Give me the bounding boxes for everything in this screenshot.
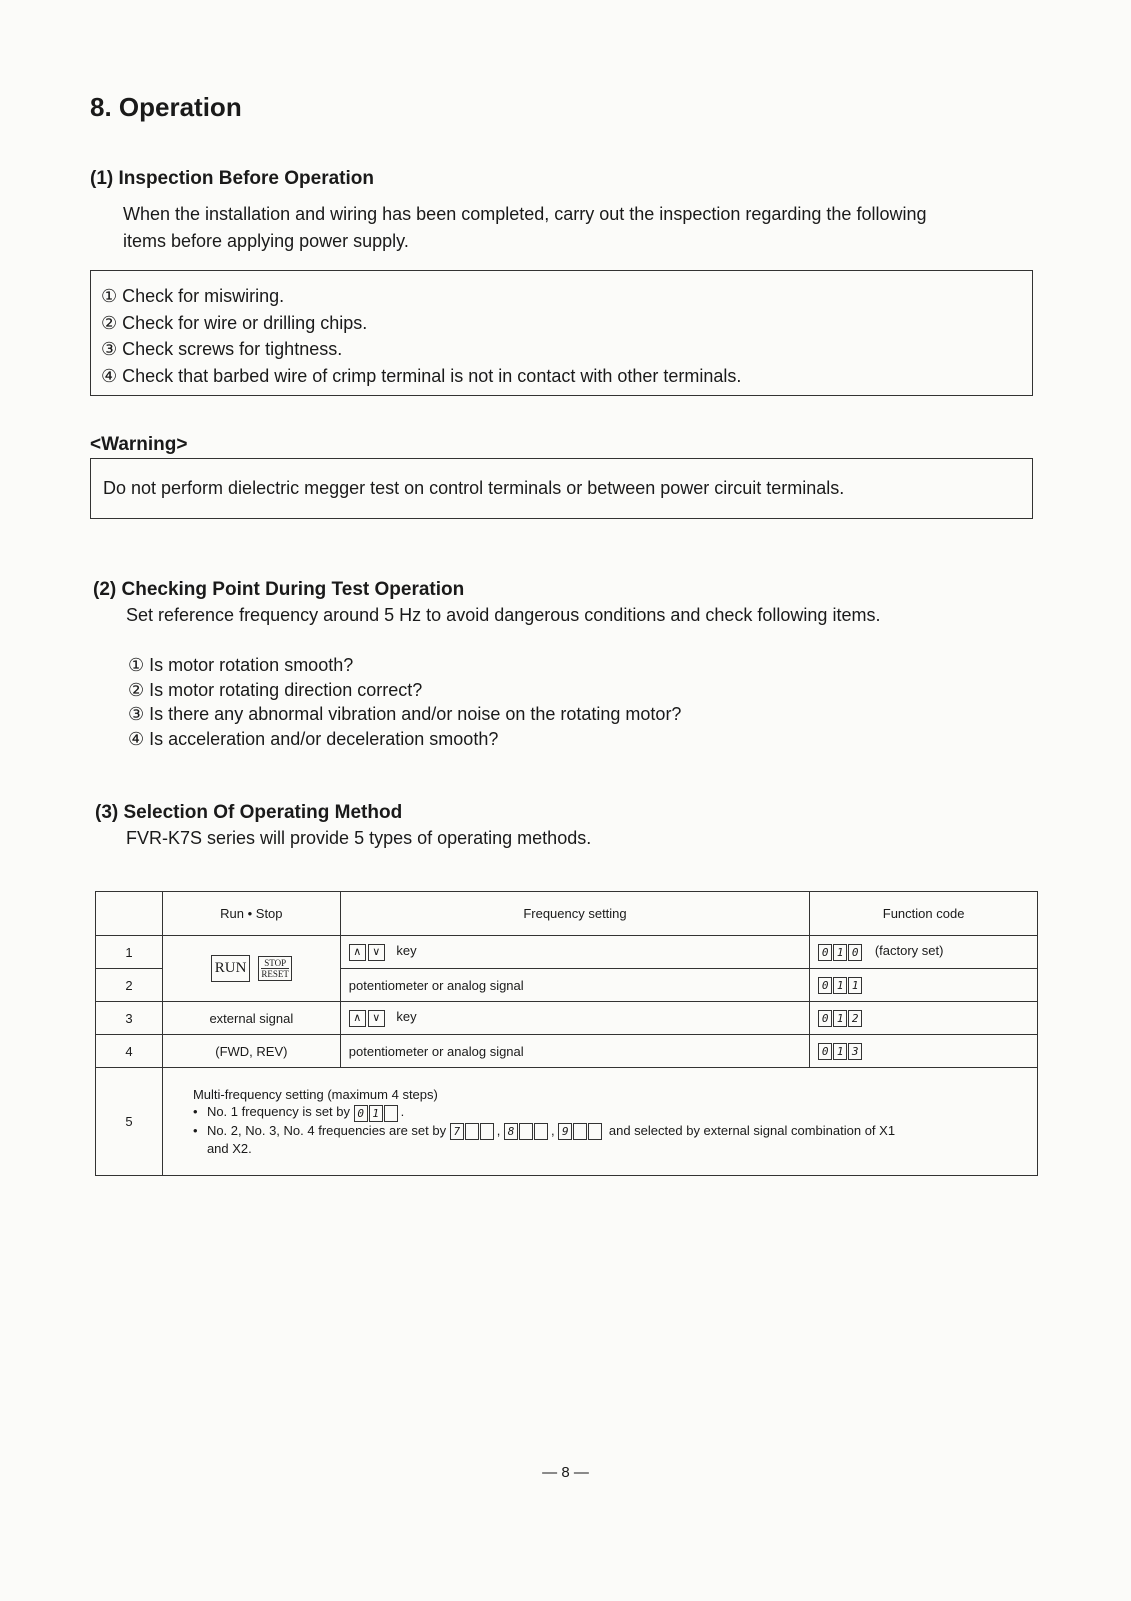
row-number: 5 xyxy=(96,1068,163,1176)
header-num xyxy=(96,892,163,936)
function-code-display: 0 1 xyxy=(354,1105,399,1122)
section-3-heading: (3) Selection Of Operating Method xyxy=(95,802,403,823)
section-2 xyxy=(93,579,464,601)
checklist-item: ③ Is there any abnormal vibration and/or noise on the rotating motor? xyxy=(128,704,682,724)
section-3-intro: FVR-K7S series will provide 5 types of operating methods. xyxy=(126,828,592,848)
section-1-intro-line1: When the installation and wiring has been completed, carry out the inspection regarding the following xyxy=(123,204,927,224)
checklist-item: ④ Is acceleration and/or deceleration smooth? xyxy=(128,728,499,749)
header-run-stop: Run • Stop xyxy=(162,892,340,936)
function-code-display: 7 xyxy=(450,1123,495,1140)
inspection-checklist-box xyxy=(90,270,1033,396)
function-code-display: 0 1 3 xyxy=(818,1043,863,1060)
external-signal-sublabel: (FWD, REV) xyxy=(162,1035,340,1068)
table-row xyxy=(96,1035,1038,1068)
row-number: 1 xyxy=(96,936,163,969)
section-2-heading: (2) Checking Point During Test Operation xyxy=(93,579,465,600)
frequency-cell: potentiometer or analog signal xyxy=(340,969,809,1002)
table-row xyxy=(96,1068,1038,1176)
bullet-item: • No. 2, No. 3, No. 4 frequencies are set by 7 , 8 , 9 and selected by external signal combination of X1 and X2. xyxy=(207,1122,1007,1157)
checklist-item: ③ Check screws for tightness. xyxy=(101,339,343,359)
header-function-code: Function code xyxy=(810,892,1038,936)
row-number: 3 xyxy=(96,1002,163,1035)
section-1-intro-line2: items before applying power supply. xyxy=(123,231,409,251)
up-arrow-key-icon: ∧ xyxy=(349,1010,366,1027)
function-code-display: 0 1 0 xyxy=(818,944,863,961)
multi-frequency-title: Multi-frequency setting (maximum 4 steps) xyxy=(192,1087,438,1103)
keypad-run-stop-cell xyxy=(162,936,340,1002)
row-number: 2 xyxy=(96,969,163,1002)
frequency-cell: potentiometer or analog signal xyxy=(340,1035,809,1068)
checklist-item: ① Check for miswiring. xyxy=(101,286,285,306)
checklist-item: ② Is motor rotating direction correct? xyxy=(128,679,423,700)
function-code-cell xyxy=(810,969,1038,1002)
checklist-item: ① Is motor rotation smooth? xyxy=(128,655,354,675)
section-2-intro: Set reference frequency around 5 Hz to avoid dangerous conditions and check following items. xyxy=(126,605,881,625)
table-row xyxy=(96,936,1038,969)
section-3 xyxy=(95,802,402,824)
factory-set-note: (factory set) xyxy=(874,943,944,959)
section-1-intro xyxy=(123,201,1073,255)
function-code-cell xyxy=(810,1035,1038,1068)
test-operation-checklist xyxy=(128,653,681,751)
function-code-display: 9 xyxy=(558,1123,603,1140)
row-number: 4 xyxy=(96,1035,163,1068)
operating-methods-table xyxy=(95,891,1038,1176)
section-1 xyxy=(90,168,374,190)
run-key-icon: RUN xyxy=(211,955,251,982)
warning-box xyxy=(90,458,1033,519)
frequency-cell xyxy=(340,936,809,969)
up-arrow-key-icon: ∧ xyxy=(349,944,366,961)
page-title: 8. Operation xyxy=(90,92,242,122)
header-frequency: Frequency setting xyxy=(340,892,809,936)
frequency-text: key xyxy=(396,1009,417,1025)
section-1-heading: (1) Inspection Before Operation xyxy=(90,168,374,189)
function-code-display: 8 xyxy=(504,1123,549,1140)
bullet-item: • No. 1 frequency is set by 0 1 . xyxy=(207,1103,1007,1121)
function-code-display: 0 1 2 xyxy=(818,1010,863,1027)
multi-frequency-cell xyxy=(162,1068,1037,1176)
checklist-item: ④ Check that barbed wire of crimp terminal is not in contact with other terminals. xyxy=(101,365,742,386)
function-code-cell xyxy=(810,1002,1038,1035)
warning-text: Do not perform dielectric megger test on control terminals or between power circuit terminals. xyxy=(103,478,845,498)
stop-reset-key-icon: STOP RESET xyxy=(258,956,292,981)
down-arrow-key-icon: ∨ xyxy=(368,944,385,961)
frequency-cell xyxy=(340,1002,809,1035)
checklist-item: ② Check for wire or drilling chips. xyxy=(101,312,368,333)
function-code-display: 0 1 1 xyxy=(818,977,863,994)
frequency-text: key xyxy=(396,943,417,959)
warning-heading: <Warning> xyxy=(90,434,188,455)
function-code-cell xyxy=(810,936,1038,969)
external-signal-label: external signal xyxy=(162,1002,340,1035)
page-number: — 8 — xyxy=(542,1464,589,1481)
table-row xyxy=(96,1002,1038,1035)
down-arrow-key-icon: ∨ xyxy=(368,1010,385,1027)
